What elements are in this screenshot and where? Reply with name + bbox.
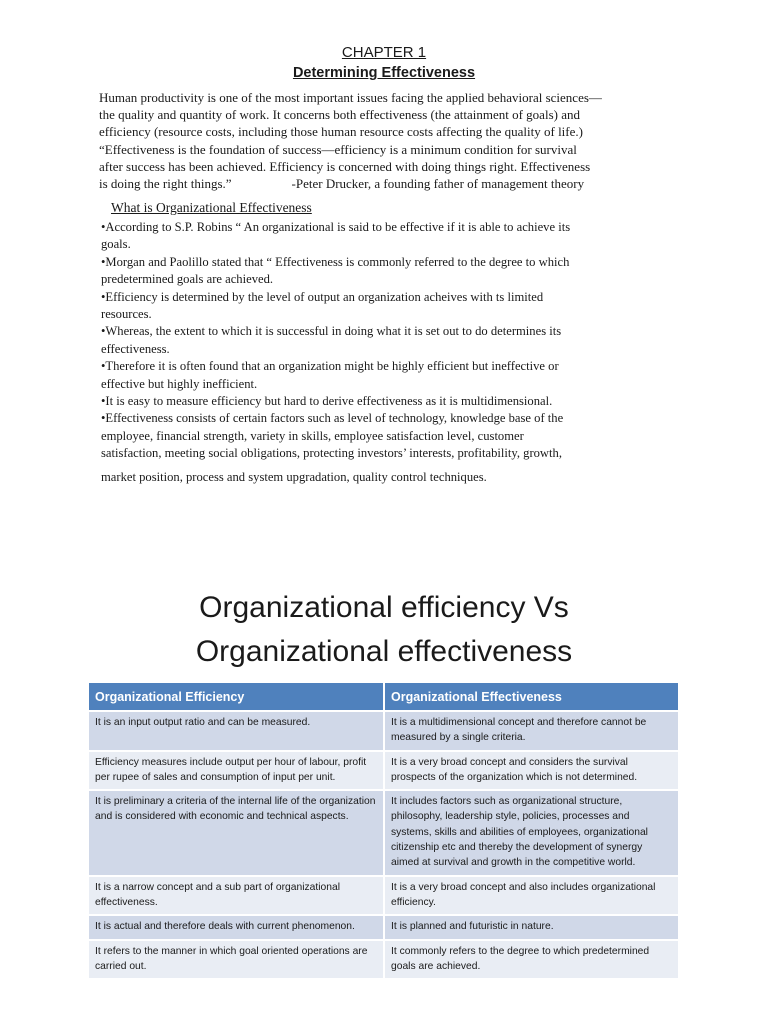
bullet-line: •Morgan and Paolillo stated that “ Effectiveness is commonly referred to the degree to which xyxy=(101,254,570,269)
document-title: Determining Effectiveness xyxy=(292,65,476,81)
bullet-line: effectiveness. xyxy=(101,341,170,356)
efficiency-cell: It is an input output ratio and can be measured. xyxy=(89,711,384,751)
slide-title-line: Organizational effectiveness xyxy=(195,635,573,668)
efficiency-cell: It is preliminary a criteria of the internal life of the organization and is considered with economic and technical aspects. xyxy=(89,790,384,875)
bullet-line: effective but highly inefficient. xyxy=(101,376,258,391)
effectiveness-cell: It commonly refers to the degree to which predetermined goals are achieved. xyxy=(384,940,679,979)
bullet-line: predetermined goals are achieved. xyxy=(101,272,274,287)
bullet-line: satisfaction, meeting social obligations, protecting investors’ interests, profitability, growth, xyxy=(101,446,562,461)
efficiency-cell: It refers to the manner in which goal oriented operations are carried out. xyxy=(89,940,384,979)
table-row xyxy=(89,915,679,939)
table-row xyxy=(89,790,679,875)
table-row xyxy=(89,940,679,979)
quote-text: is doing the right things.” xyxy=(99,176,232,192)
slide-title-line: Organizational efficiency Vs xyxy=(199,591,569,624)
header-effectiveness: Organizational Effectiveness xyxy=(384,683,679,711)
bullet-line: •According to S.P. Robins “ An organizational is said to be effective if it is able to achieve its xyxy=(101,220,571,234)
bullet-line: employee, financial strength, variety in skills, employee satisfaction level, customer xyxy=(101,428,524,443)
bullet-line: •Efficiency is determined by the level of output an organization acheives with ts limited xyxy=(101,289,544,304)
efficiency-cell: It is a narrow concept and a sub part of organizational effectiveness. xyxy=(89,876,384,916)
intro-paragraph xyxy=(99,89,679,192)
chapter-label: CHAPTER 1 xyxy=(341,44,427,61)
bullet-line-last: market position, process and system upgradation, quality control techniques. xyxy=(101,469,487,484)
efficiency-cell: It is actual and therefore deals with current phenomenon. xyxy=(89,915,384,939)
intro-line: after success has been achieved. Efficiency is concerned with doing things right. Effectiveness xyxy=(99,158,591,174)
bullet-list xyxy=(101,219,661,486)
effectiveness-cell: It is a very broad concept and considers the survival prospects of the organization which is not determined. xyxy=(384,751,679,791)
intro-line: efficiency (resource costs, including those human resource costs affecting the quality of life.) xyxy=(99,124,583,140)
intro-line: the quality and quantity of work. It concerns both effectiveness (the attainment of goals) and xyxy=(99,107,580,123)
header-efficiency: Organizational Efficiency xyxy=(89,683,384,711)
table-row xyxy=(89,711,679,751)
bullet-line: •Whereas, the extent to which it is successful in doing what it is set out to do determines its xyxy=(101,324,562,339)
quote-last-line xyxy=(99,175,679,192)
effectiveness-cell: It includes factors such as organizational structure, philosophy, leadership style, policies, processes and systems, skills and abilities of employees, organizational citizenship etc and thereby the development of synergy aimed at survival and growth in the competitive world. xyxy=(384,790,679,875)
intro-line: “Effectiveness is the foundation of success—efficiency is a minimum condition for survival xyxy=(99,141,577,157)
slide-title xyxy=(0,586,768,674)
quote-author: -Peter Drucker, a founding father of management theory xyxy=(291,176,585,192)
comparison-table xyxy=(89,683,680,978)
bullet-line: resources. xyxy=(101,307,152,322)
bullet-line: •Therefore it is often found that an organization might be highly efficient but ineffective or xyxy=(101,359,559,374)
bullet-line: goals. xyxy=(101,237,131,252)
table-header-row xyxy=(89,683,679,711)
section-heading: What is Organizational Effectiveness xyxy=(111,200,312,215)
efficiency-cell: Efficiency measures include output per hour of labour, profit per rupee of sales and consumption of input per unit. xyxy=(89,751,384,791)
table-row xyxy=(89,876,679,916)
table-row xyxy=(89,751,679,791)
effectiveness-cell: It is planned and futuristic in nature. xyxy=(384,915,679,939)
effectiveness-cell: It is a very broad concept and also includes organizational efficiency. xyxy=(384,876,679,916)
bullet-line: •It is easy to measure efficiency but hard to derive effectiveness as it is multidimensional. xyxy=(101,394,553,409)
intro-line: Human productivity is one of the most important issues facing the applied behavioral sciences— xyxy=(99,90,602,105)
effectiveness-cell: It is a multidimensional concept and therefore cannot be measured by a single criteria. xyxy=(384,711,679,751)
bullet-line: •Effectiveness consists of certain factors such as level of technology, knowledge base of the xyxy=(101,411,564,426)
